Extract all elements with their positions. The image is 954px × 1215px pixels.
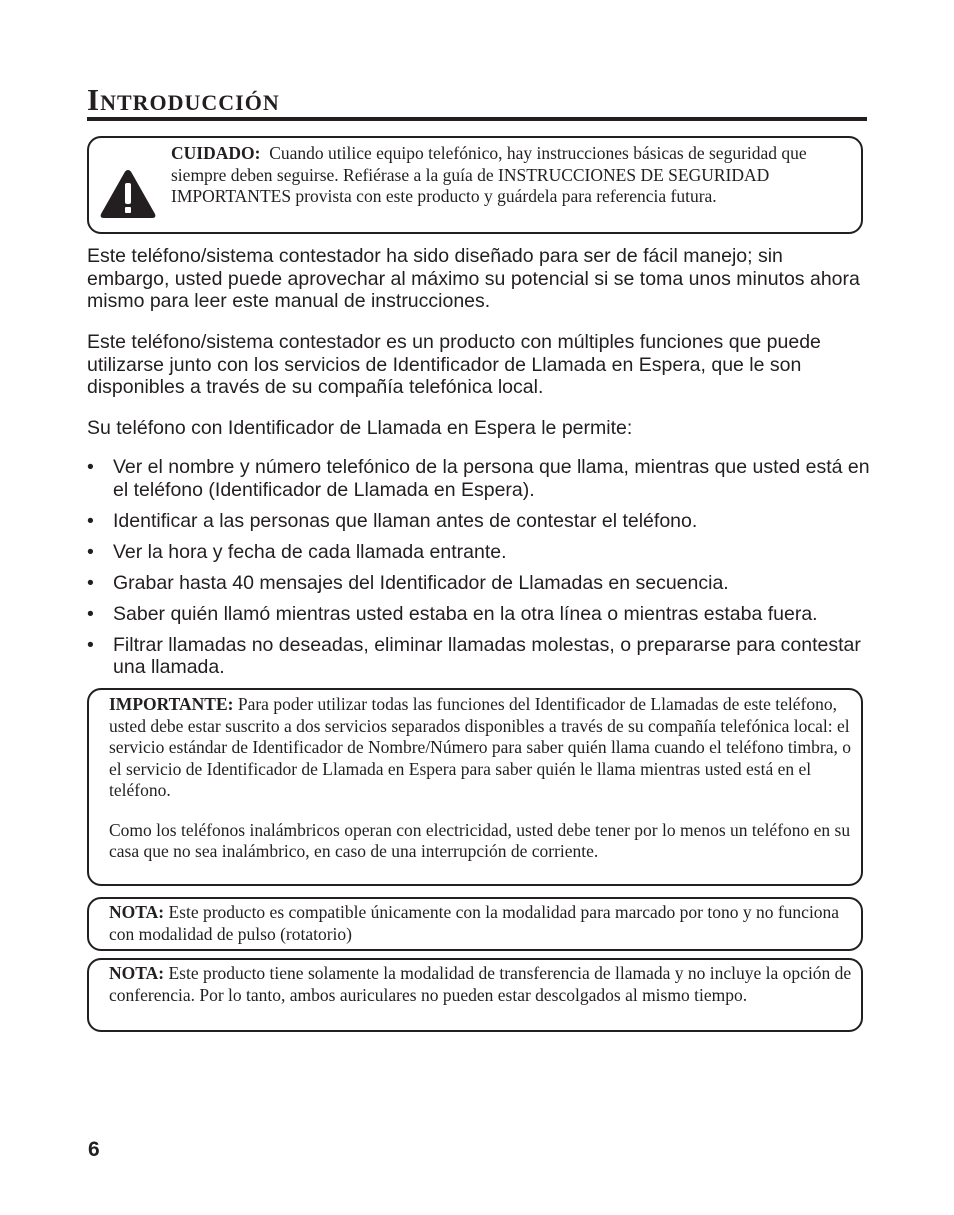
note-label-2: NOTA: — [109, 963, 165, 983]
list-item: • Identificar a las personas que llaman antes de contestar el teléfono. — [87, 510, 877, 533]
note-body-2: Este producto tiene solamente la modalidad de transferencia de llamada y no incluye la opción de conferencia. Por lo tanto, ambos auriculares no pueden estar descolgados al mismo tiempo. — [109, 963, 852, 1005]
list-item: • Saber quién llamó mientras usted estaba en la otra línea o mientras estaba fuera. — [87, 603, 877, 626]
intro-paragraph-3: Su teléfono con Identificador de Llamada en Espera le permite: — [87, 417, 633, 439]
list-item: • Filtrar llamadas no deseadas, eliminar llamadas molestas, o prepararse para contestar una llamada. — [87, 634, 877, 679]
feature-list — [87, 456, 877, 687]
important-label: IMPORTANTE: — [109, 694, 234, 714]
note-text-2 — [109, 963, 855, 1006]
note-text-1 — [109, 902, 855, 945]
note-box-1 — [87, 897, 863, 951]
note-body-1: Este producto es compatible únicamente con la modalidad para marcado por tono y no funciona con modalidad de pulso (rotatorio) — [109, 902, 840, 944]
important-body: Para poder utilizar todas las funciones del Identificador de Llamadas de este teléfono, usted debe estar suscrito a dos servicios separados disponibles a través de su compañía telefónica local: el servicio estándar de Identificador de Nombre/Número para saber quién llama cuando el teléfono timbra, o el servicio de Identificador de Llamada en Espera para saber quién le llama mientras usted está en el teléfono. — [109, 694, 851, 800]
intro-paragraph-1: Este teléfono/sistema contestador ha sido diseñado para ser de fácil manejo; sin embargo, usted puede aprovechar al máximo su potencial si se toma unos minutos ahora mismo para leer este manual de instrucciones. — [87, 245, 860, 312]
intro-paragraph-2: Este teléfono/sistema contestador es un producto con múltiples funciones que puede utilizarse junto con los servicios de Identificador de Llamada en Espera, que le son disponibles a través de su compañía telefónica local. — [87, 331, 821, 398]
caution-text — [171, 143, 856, 208]
title-rule — [87, 117, 867, 121]
warning-triangle-icon — [99, 168, 157, 220]
caution-label: CUIDADO: — [171, 143, 261, 163]
list-item: • Grabar hasta 40 mensajes del Identificador de Llamadas en secuencia. — [87, 572, 877, 595]
note-label-1: NOTA: — [109, 902, 165, 922]
list-item: • Ver la hora y fecha de cada llamada entrante. — [87, 541, 877, 564]
list-item: • Ver el nombre y número telefónico de la persona que llama, mientras que usted está en el teléfono (Identificador de Llamada en Espera). — [87, 456, 877, 501]
page-number: 6 — [88, 1138, 100, 1161]
important-box — [87, 688, 863, 886]
important-text — [109, 694, 855, 863]
caution-box — [87, 136, 863, 234]
page-title: Introducción — [87, 82, 280, 117]
important-body-2: Como los teléfonos inalámbricos operan con electricidad, usted debe tener por lo menos un teléfono en su casa que no sea inalámbrico, en caso de una interrupción de corriente. — [109, 819, 851, 861]
note-box-2 — [87, 958, 863, 1032]
caution-body: Cuando utilice equipo telefónico, hay instrucciones básicas de seguridad que siempre deben seguirse. Refiérase a la guía de INSTRUCCIONES DE SEGURIDAD IMPORTANTES provista con este producto y guárdela para referencia futura. — [171, 143, 807, 206]
